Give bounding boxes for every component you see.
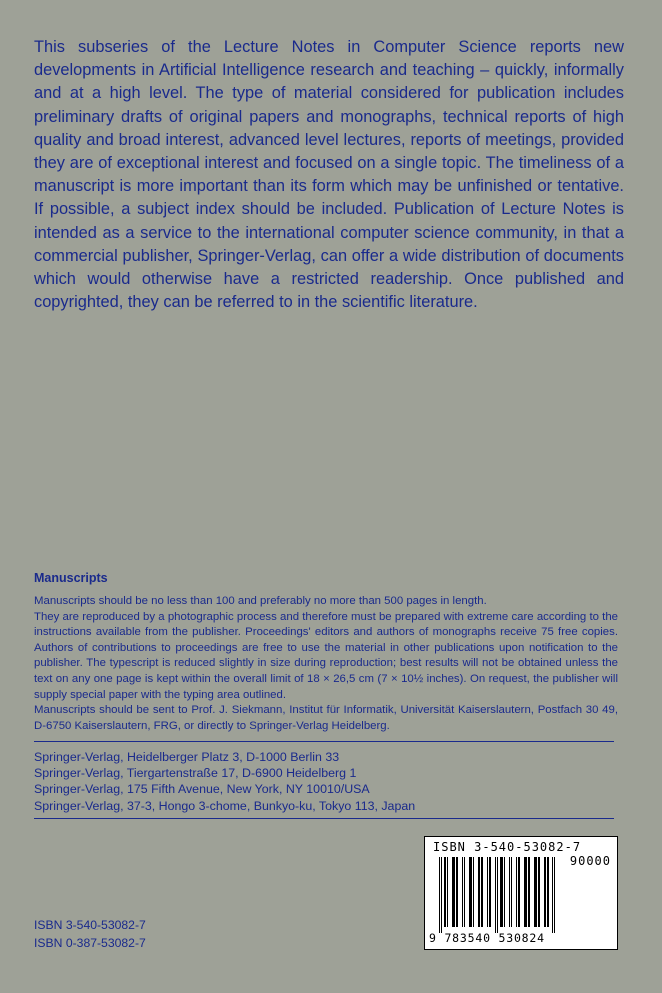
barcode-bar [481,857,483,927]
barcode-price-code: 90000 [569,854,611,868]
barcode-bar [509,857,510,927]
publisher-addresses [34,749,415,814]
barcode-bar [497,857,498,933]
barcode-bar [554,857,555,933]
barcode-bar [447,857,448,927]
manuscripts-heading: Manuscripts [34,571,108,585]
barcode-isbn: ISBN 3-540-53082-7 [433,840,582,854]
barcode-bar [469,857,472,927]
barcode-bar [441,857,442,933]
barcode-bar [495,857,496,933]
divider-top [34,741,614,742]
barcode-bar [500,857,503,927]
barcode-bar [538,857,540,927]
barcode-bar [456,857,458,927]
manuscripts-body [34,594,618,734]
barcode-bar [516,857,517,927]
barcode-bar [452,857,455,927]
address-tokyo: Springer-Verlag, 37-3, Hongo 3-chome, Bunkyo-ku, Tokyo 113, Japan [34,798,416,813]
barcode-bar [504,857,505,927]
barcode-label [424,836,618,950]
address-heidelberg: Springer-Verlag, Tiergartenstraße 17, D-6900 Heidelberg 1 [34,766,357,781]
isbn-springer-berlin: ISBN 3-540-53082-7 [34,918,146,932]
manuscripts-length: Manuscripts should be no less than 100 and preferably no more than 500 pages in length. [34,595,487,607]
barcode-bar [487,857,488,927]
barcode-bar [478,857,480,927]
divider-bottom [34,818,614,819]
intro-paragraph: This subseries of the Lecture Notes in Computer Science reports new developments in Artificial Intelligence research and teaching – quickly, informally and at a high level. The type of material considered for publication includes preliminary drafts of original papers and monographs, technical reports of high quality and broad interest, advanced level lectures, reports of meetings, provided they are of exceptional interest and focused on a single topic. The timeliness of a manuscript is more important than its form which may be unfinished or tentative. If possible, a subject index should be included. Publication of Lecture Notes is intended as a service to the international computer science community, in that a commercial publisher, Springer-Verlag, can offer a wide distribution of documents which would otherwise have a restricted readership. Once published and copyrighted, they can be referred to in the scientific literature. [34,38,624,312]
isbn-springer-newyork: ISBN 0-387-53082-7 [34,936,146,950]
barcode-bar [518,857,520,927]
barcode-ean-number: 9 783540 530824 [429,931,545,945]
manuscripts-preparation: They are reproduced by a photographic process and therefore must be prepared with extreme care according to the instructions available from the publisher. Proceedings' editors and authors of monographs receive 75 free copies. Authors of contributions to proceedings are free to use the material in other publications upon notification to the publisher. The typescript is reduced slightly in size during reproduction; best results will not be obtained unless the text on any one page is kept within the overall limit of 18 × 26,5 cm (7 × 10½ inches). On request, the publisher will supply special paper with the typing area outlined. [34,610,618,701]
barcode-bar [511,857,512,927]
address-new-york: Springer-Verlag, 175 Fifth Avenue, New York, NY 10010/USA [34,782,370,797]
address-berlin: Springer-Verlag, Heidelberger Platz 3, D-1000 Berlin 33 [34,750,340,764]
barcode-bar [544,857,546,927]
barcode-bar [547,857,549,927]
barcode-bar [489,857,491,927]
isbn-list [34,916,146,952]
barcode-bar [528,857,530,927]
barcode-bar [524,857,527,927]
manuscripts-submission: Manuscripts should be sent to Prof. J. Siekmann, Institut für Informatik, Universität Kaiserslautern, Postfach 30 49, D-6750 Kaiserslautern, FRG, or directly to Springer-Verlag Heidelberg. [34,704,618,732]
barcode-bar [464,857,465,927]
barcode-bar [534,857,537,927]
barcode-bar [444,857,446,927]
barcode-bar [439,857,440,933]
barcode-bar [462,857,463,927]
barcode-bar [552,857,553,933]
barcode-bar [473,857,474,927]
